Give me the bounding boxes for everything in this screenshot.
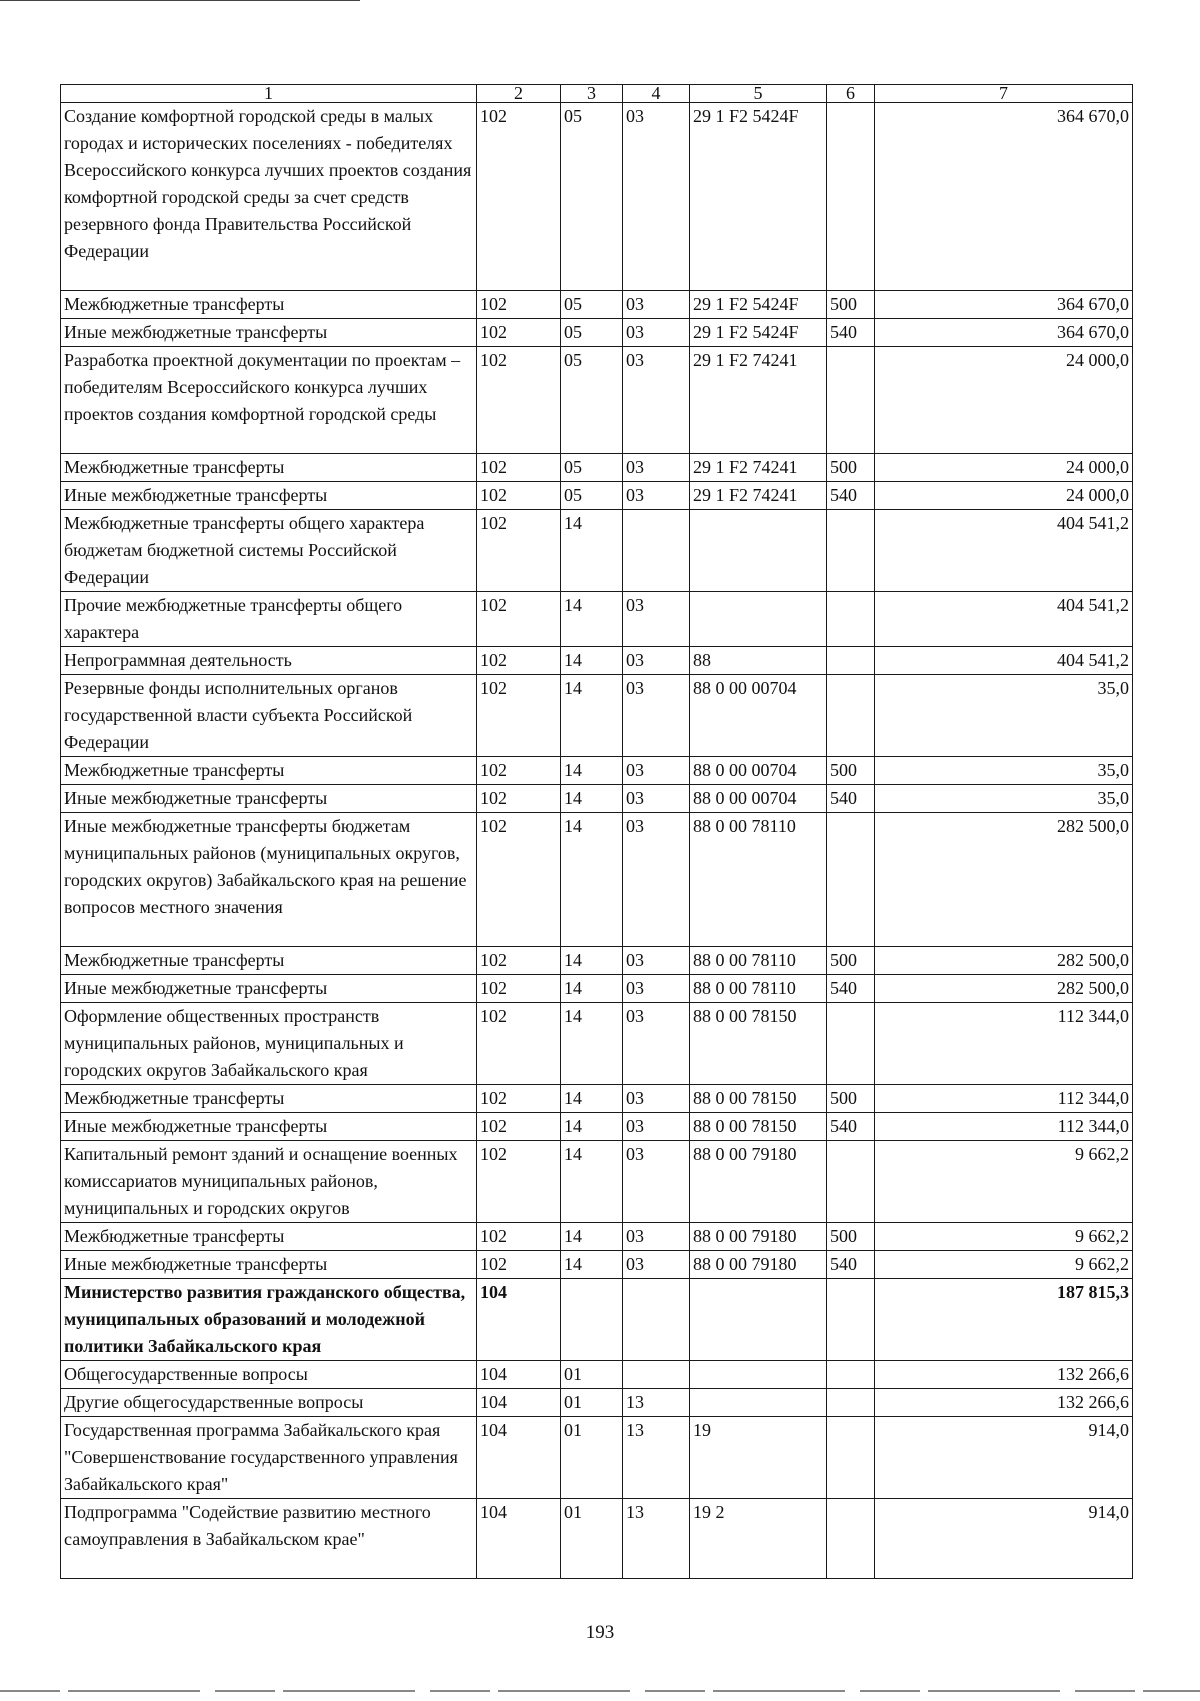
row-expense-type-cell [827, 675, 875, 757]
table-row [61, 482, 1133, 510]
row-subsection-cell: 03 [623, 1113, 690, 1141]
row-section-cell: 01 [561, 1417, 623, 1499]
row-amount-cell: 914,0 [875, 1499, 1133, 1579]
table-row [61, 454, 1133, 482]
row-gr-code-cell: 104 [477, 1417, 561, 1499]
table-row [61, 757, 1133, 785]
row-subsection-cell: 03 [623, 947, 690, 975]
row-amount-cell: 35,0 [875, 785, 1133, 813]
row-target-article-cell: 88 0 00 78150 [690, 1085, 827, 1113]
table-row [61, 1085, 1133, 1113]
row-amount-cell: 35,0 [875, 757, 1133, 785]
row-expense-type-cell [827, 1279, 875, 1361]
row-expense-type-cell: 540 [827, 1113, 875, 1141]
row-section-cell: 05 [561, 291, 623, 319]
row-subsection-cell: 13 [623, 1389, 690, 1417]
table-row [61, 1141, 1133, 1223]
table-row [61, 1251, 1133, 1279]
row-amount-cell: 112 344,0 [875, 1003, 1133, 1085]
row-subsection-cell: 03 [623, 757, 690, 785]
row-section-cell: 14 [561, 1141, 623, 1223]
row-subsection-cell: 03 [623, 1223, 690, 1251]
row-subsection-cell: 03 [623, 1085, 690, 1113]
row-amount-cell: 35,0 [875, 675, 1133, 757]
table-row [61, 1279, 1133, 1361]
row-name-cell: Другие общегосударственные вопросы [61, 1389, 477, 1417]
row-target-article-cell: 29 1 F2 74241 [690, 454, 827, 482]
row-name-cell: Общегосударственные вопросы [61, 1361, 477, 1389]
row-name-cell: Капитальный ремонт зданий и оснащение военных комиссариатов муниципальных районов, муниципальных и городских округов [61, 1141, 477, 1223]
row-section-cell: 01 [561, 1361, 623, 1389]
row-subsection-cell: 13 [623, 1499, 690, 1579]
table-row [61, 975, 1133, 1003]
row-amount-cell: 112 344,0 [875, 1085, 1133, 1113]
row-amount-cell: 364 670,0 [875, 291, 1133, 319]
row-subsection-cell: 03 [623, 103, 690, 291]
row-name-cell: Министерство развития гражданского общества, муниципальных образований и молодежной политики Забайкальского края [61, 1279, 477, 1361]
row-expense-type-cell [827, 592, 875, 647]
row-amount-cell: 9 662,2 [875, 1223, 1133, 1251]
row-amount-cell: 24 000,0 [875, 482, 1133, 510]
row-subsection-cell: 03 [623, 482, 690, 510]
row-target-article-cell: 29 1 F2 5424F [690, 319, 827, 347]
row-gr-code-cell: 102 [477, 454, 561, 482]
table-row [61, 319, 1133, 347]
row-amount-cell: 24 000,0 [875, 454, 1133, 482]
table-row [61, 1499, 1133, 1579]
row-subsection-cell: 03 [623, 291, 690, 319]
row-gr-code-cell: 102 [477, 510, 561, 592]
row-expense-type-cell: 540 [827, 482, 875, 510]
header-col-5: 5 [690, 85, 827, 103]
row-gr-code-cell: 102 [477, 592, 561, 647]
row-gr-code-cell: 102 [477, 813, 561, 947]
row-subsection-cell: 03 [623, 347, 690, 454]
row-subsection-cell: 03 [623, 785, 690, 813]
row-name-cell: Межбюджетные трансферты [61, 454, 477, 482]
row-gr-code-cell: 102 [477, 103, 561, 291]
row-name-cell: Государственная программа Забайкальского края "Совершенствование государственного управления Забайкальского края" [61, 1417, 477, 1499]
row-section-cell: 14 [561, 647, 623, 675]
row-expense-type-cell [827, 103, 875, 291]
row-target-article-cell: 88 0 00 79180 [690, 1141, 827, 1223]
row-section-cell: 14 [561, 1251, 623, 1279]
row-expense-type-cell: 500 [827, 757, 875, 785]
table-row [61, 785, 1133, 813]
row-section-cell: 14 [561, 947, 623, 975]
table-row [61, 675, 1133, 757]
row-expense-type-cell [827, 347, 875, 454]
row-section-cell: 01 [561, 1499, 623, 1579]
header-col-6: 6 [827, 85, 875, 103]
row-section-cell: 14 [561, 1085, 623, 1113]
row-expense-type-cell: 540 [827, 785, 875, 813]
table-body [61, 103, 1133, 1579]
row-name-cell: Иные межбюджетные трансферты бюджетам муниципальных районов (муниципальных округов, городских округов) Забайкальского края на решение вопросов местного значения [61, 813, 477, 947]
row-expense-type-cell [827, 1417, 875, 1499]
row-section-cell: 14 [561, 592, 623, 647]
row-name-cell: Межбюджетные трансферты [61, 1223, 477, 1251]
row-name-cell: Оформление общественных пространств муниципальных районов, муниципальных и городских округов Забайкальского края [61, 1003, 477, 1085]
row-name-cell: Иные межбюджетные трансферты [61, 1113, 477, 1141]
row-target-article-cell: 88 0 00 78110 [690, 947, 827, 975]
table-row [61, 1361, 1133, 1389]
row-amount-cell: 404 541,2 [875, 592, 1133, 647]
row-amount-cell: 187 815,3 [875, 1279, 1133, 1361]
row-target-article-cell: 88 0 00 78110 [690, 975, 827, 1003]
row-section-cell: 14 [561, 975, 623, 1003]
row-subsection-cell: 03 [623, 975, 690, 1003]
row-subsection-cell [623, 510, 690, 592]
row-subsection-cell: 03 [623, 592, 690, 647]
row-target-article-cell [690, 1361, 827, 1389]
row-expense-type-cell: 540 [827, 1251, 875, 1279]
table-row [61, 1223, 1133, 1251]
row-section-cell: 05 [561, 454, 623, 482]
row-section-cell: 05 [561, 482, 623, 510]
row-expense-type-cell: 500 [827, 454, 875, 482]
row-gr-code-cell: 102 [477, 647, 561, 675]
row-subsection-cell: 03 [623, 319, 690, 347]
row-amount-cell: 282 500,0 [875, 947, 1133, 975]
table-row [61, 510, 1133, 592]
row-target-article-cell: 29 1 F2 5424F [690, 291, 827, 319]
row-expense-type-cell [827, 1003, 875, 1085]
row-target-article-cell: 88 0 00 00704 [690, 785, 827, 813]
row-name-cell: Иные межбюджетные трансферты [61, 785, 477, 813]
table-row [61, 291, 1133, 319]
row-expense-type-cell [827, 647, 875, 675]
row-target-article-cell [690, 592, 827, 647]
table-row [61, 103, 1133, 291]
row-expense-type-cell: 540 [827, 319, 875, 347]
row-subsection-cell: 03 [623, 647, 690, 675]
row-gr-code-cell: 102 [477, 785, 561, 813]
row-name-cell: Иные межбюджетные трансферты [61, 975, 477, 1003]
row-expense-type-cell [827, 813, 875, 947]
row-target-article-cell: 88 0 00 78150 [690, 1113, 827, 1141]
row-amount-cell: 9 662,2 [875, 1141, 1133, 1223]
row-target-article-cell: 88 0 00 00704 [690, 675, 827, 757]
row-gr-code-cell: 102 [477, 1003, 561, 1085]
row-gr-code-cell: 102 [477, 319, 561, 347]
row-gr-code-cell: 102 [477, 291, 561, 319]
row-amount-cell: 914,0 [875, 1417, 1133, 1499]
row-section-cell: 14 [561, 675, 623, 757]
table-row [61, 947, 1133, 975]
row-section-cell: 14 [561, 785, 623, 813]
table-row [61, 1003, 1133, 1085]
row-gr-code-cell: 102 [477, 1113, 561, 1141]
header-col-3: 3 [561, 85, 623, 103]
row-gr-code-cell: 104 [477, 1499, 561, 1579]
row-expense-type-cell [827, 1141, 875, 1223]
row-section-cell [561, 1279, 623, 1361]
row-name-cell: Создание комфортной городской среды в малых городах и исторических поселениях - победителях Всероссийского конкурса лучших проектов создания комфортной городской среды за счет средств резервного фонда Правительства Российской Федерации [61, 103, 477, 291]
row-subsection-cell: 03 [623, 1003, 690, 1085]
row-gr-code-cell: 102 [477, 757, 561, 785]
row-section-cell: 14 [561, 510, 623, 592]
row-section-cell: 05 [561, 103, 623, 291]
row-gr-code-cell: 104 [477, 1389, 561, 1417]
row-name-cell: Межбюджетные трансферты [61, 947, 477, 975]
row-name-cell: Разработка проектной документации по проектам – победителям Всероссийского конкурса лучших проектов создания комфортной городской среды [61, 347, 477, 454]
table-row [61, 1417, 1133, 1499]
row-expense-type-cell: 500 [827, 1085, 875, 1113]
row-expense-type-cell: 500 [827, 291, 875, 319]
row-expense-type-cell: 500 [827, 1223, 875, 1251]
row-gr-code-cell: 102 [477, 1223, 561, 1251]
row-section-cell: 14 [561, 813, 623, 947]
row-subsection-cell: 13 [623, 1417, 690, 1499]
row-gr-code-cell: 102 [477, 1085, 561, 1113]
row-subsection-cell [623, 1361, 690, 1389]
row-name-cell: Межбюджетные трансферты [61, 1085, 477, 1113]
row-amount-cell: 404 541,2 [875, 510, 1133, 592]
row-amount-cell: 364 670,0 [875, 103, 1133, 291]
table-row [61, 347, 1133, 454]
row-name-cell: Иные межбюджетные трансферты [61, 319, 477, 347]
row-name-cell: Резервные фонды исполнительных органов государственной власти субъекта Российской Федерации [61, 675, 477, 757]
row-subsection-cell: 03 [623, 675, 690, 757]
row-target-article-cell: 88 [690, 647, 827, 675]
row-target-article-cell [690, 1279, 827, 1361]
row-target-article-cell: 88 0 00 78110 [690, 813, 827, 947]
row-gr-code-cell: 102 [477, 1251, 561, 1279]
row-expense-type-cell [827, 1389, 875, 1417]
row-section-cell: 14 [561, 757, 623, 785]
row-subsection-cell: 03 [623, 1141, 690, 1223]
row-section-cell: 14 [561, 1223, 623, 1251]
row-name-cell: Межбюджетные трансферты [61, 757, 477, 785]
row-expense-type-cell: 540 [827, 975, 875, 1003]
row-section-cell: 14 [561, 1003, 623, 1085]
row-target-article-cell [690, 510, 827, 592]
header-col-4: 4 [623, 85, 690, 103]
row-amount-cell: 282 500,0 [875, 813, 1133, 947]
header-col-7: 7 [875, 85, 1133, 103]
row-expense-type-cell [827, 1361, 875, 1389]
table-row [61, 813, 1133, 947]
row-amount-cell: 9 662,2 [875, 1251, 1133, 1279]
row-name-cell: Прочие межбюджетные трансферты общего характера [61, 592, 477, 647]
row-gr-code-cell: 102 [477, 975, 561, 1003]
row-name-cell: Иные межбюджетные трансферты [61, 482, 477, 510]
row-target-article-cell: 88 0 00 79180 [690, 1251, 827, 1279]
row-target-article-cell: 88 0 00 00704 [690, 757, 827, 785]
row-amount-cell: 364 670,0 [875, 319, 1133, 347]
row-gr-code-cell: 104 [477, 1279, 561, 1361]
row-name-cell: Непрограммная деятельность [61, 647, 477, 675]
row-name-cell: Межбюджетные трансферты общего характера бюджетам бюджетной системы Российской Федерации [61, 510, 477, 592]
row-subsection-cell: 03 [623, 1251, 690, 1279]
row-gr-code-cell: 102 [477, 1141, 561, 1223]
row-gr-code-cell: 102 [477, 482, 561, 510]
bottom-edge-line [0, 1690, 1200, 1692]
row-target-article-cell: 29 1 F2 5424F [690, 103, 827, 291]
row-section-cell: 05 [561, 319, 623, 347]
row-subsection-cell [623, 1279, 690, 1361]
row-amount-cell: 24 000,0 [875, 347, 1133, 454]
row-amount-cell: 282 500,0 [875, 975, 1133, 1003]
row-gr-code-cell: 102 [477, 947, 561, 975]
row-expense-type-cell [827, 510, 875, 592]
row-gr-code-cell: 102 [477, 675, 561, 757]
row-section-cell: 01 [561, 1389, 623, 1417]
table-row [61, 1389, 1133, 1417]
row-amount-cell: 132 266,6 [875, 1389, 1133, 1417]
row-target-article-cell: 29 1 F2 74241 [690, 482, 827, 510]
budget-table [60, 84, 1133, 1579]
row-section-cell: 14 [561, 1113, 623, 1141]
row-amount-cell: 112 344,0 [875, 1113, 1133, 1141]
row-subsection-cell: 03 [623, 813, 690, 947]
table-row [61, 592, 1133, 647]
row-name-cell: Иные межбюджетные трансферты [61, 1251, 477, 1279]
row-target-article-cell: 88 0 00 79180 [690, 1223, 827, 1251]
row-subsection-cell: 03 [623, 454, 690, 482]
row-target-article-cell: 29 1 F2 74241 [690, 347, 827, 454]
row-expense-type-cell [827, 1499, 875, 1579]
row-target-article-cell: 19 2 [690, 1499, 827, 1579]
row-expense-type-cell: 500 [827, 947, 875, 975]
header-col-1: 1 [61, 85, 477, 103]
row-amount-cell: 132 266,6 [875, 1361, 1133, 1389]
row-gr-code-cell: 104 [477, 1361, 561, 1389]
row-target-article-cell [690, 1389, 827, 1417]
row-target-article-cell: 88 0 00 78150 [690, 1003, 827, 1085]
table-row [61, 647, 1133, 675]
row-name-cell: Межбюджетные трансферты [61, 291, 477, 319]
row-gr-code-cell: 102 [477, 347, 561, 454]
row-section-cell: 05 [561, 347, 623, 454]
top-edge-line [0, 0, 360, 1]
header-col-2: 2 [477, 85, 561, 103]
row-target-article-cell: 19 [690, 1417, 827, 1499]
row-name-cell: Подпрограмма "Содействие развитию местного самоуправления в Забайкальском крае" [61, 1499, 477, 1579]
table-row [61, 1113, 1133, 1141]
row-amount-cell: 404 541,2 [875, 647, 1133, 675]
header-row [61, 85, 1133, 103]
page-number: 193 [585, 1622, 615, 1643]
